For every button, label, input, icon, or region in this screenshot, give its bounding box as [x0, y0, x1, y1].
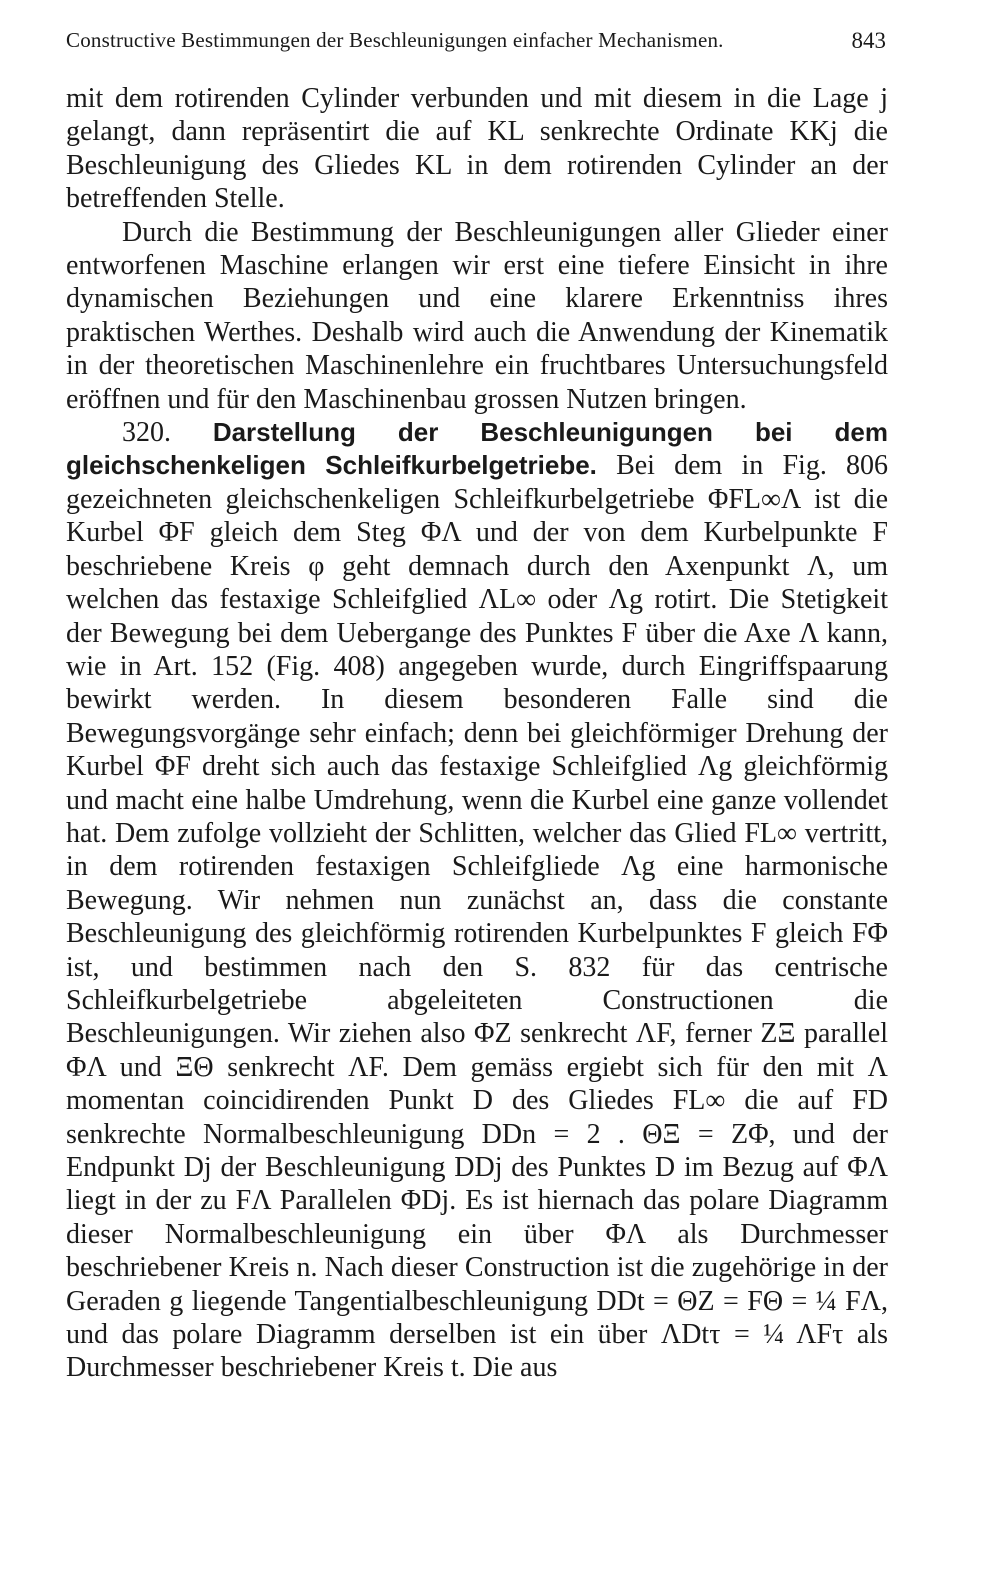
body-text	[66, 82, 888, 1385]
section-number: 320.	[122, 417, 171, 449]
section-heading: Darstellung der Beschleunigungen bei dem gleichschenkeligen Schleifkurbelgetriebe.	[66, 417, 889, 481]
running-title: Constructive Bestimmungen der Beschleunigungen einfacher Mechanismen.	[66, 28, 724, 52]
section-text: Bei dem in Fig. 806 gezeichneten gleichschenkeligen Schleifkurbelgetriebe ΦFL∞Λ ist die Kurbel ΦF gleich dem Steg ΦΛ und der von dem Kurbelpunkte F beschriebene Kreis φ geht demnach durch den Axenpunkt Λ, um welchen das festaxige Schleifglied ΛL∞ oder Λg rotirt. Die Stetigkeit der Bewegung bei dem Uebergange des Punktes F über die Axe Λ kann, wie in Art. 152 (Fig. 408) angegeben wurde, durch Eingriffspaarung bewirkt werden. In diesem besonderen Falle sind die Bewegungsvorgänge sehr einfach; denn bei gleichförmiger Drehung der Kurbel ΦF dreht sich auch das festaxige Schleifglied Λg gleichförmig und macht eine halbe Umdrehung, wenn die Kurbel eine ganze vollendet hat. Dem zufolge vollzieht der Schlitten, welcher das Glied FL∞ vertritt, in dem rotirenden festaxigen Schleifgliede Λg eine harmonische Bewegung. Wir nehmen nun zunächst an, dass die constante Beschleunigung des gleichförmig rotirenden Kurbelpunktes F gleich FΦ ist, und bestimmen nach den S. 832 für das centrische Schleifkurbelgetriebe abgeleiteten Constructionen die Beschleunigungen. Wir ziehen also ΦZ senkrecht ΛF, ferner ZΞ parallel ΦΛ und ΞΘ senkrecht ΛF. Dem gemäss ergiebt sich für den mit Λ momentan coincidirenden Punkt D des Gliedes FL∞ die auf FD senkrechte Normalbeschleunigung DDn = 2 . ΘΞ = ZΦ, und der Endpunkt Dj der Beschleunigung DDj des Punktes D im Bezug auf ΦΛ liegt in der zu FΛ Parallelen ΦDj. Es ist hiernach das polare Diagramm dieser Normalbeschleunigung ein über ΦΛ als Durchmesser beschriebener Kreis n. Nach dieser Construction ist die zugehörige in der Geraden g liegende Tangentialbeschleunigung DDt = ΘZ = FΘ = ¼ FΛ, und das polare Diagramm derselben ist ein über ΛDtτ = ¼ ΛFτ als Durchmesser beschriebener Kreis t. Die aus	[66, 450, 888, 1384]
page-header	[66, 28, 886, 64]
paragraph-continued: mit dem rotirenden Cylinder verbunden und mit diesem in die Lage j gelangt, dann repräsentirt die auf KL senkrechte Ordinate KKj die Beschleunigung des Gliedes KL in dem rotirenden Cylinder an der betreffenden Stelle.	[66, 83, 888, 215]
page-number: 843	[851, 28, 886, 53]
section-320	[66, 416, 888, 1385]
paragraph-kinematics: Durch die Bestimmung der Beschleunigungen aller Glieder einer entworfenen Maschine erlangen wir erst eine tiefere Einsicht in ihre dynamischen Beziehungen und eine klarere Erkenntniss ihres praktischen Werthes. Deshalb wird auch die Anwendung der Kinematik in der theoretischen Maschinenlehre ein fruchtbares Untersuchungsfeld eröffnen und für den Maschinenbau grossen Nutzen bringen.	[66, 216, 888, 415]
